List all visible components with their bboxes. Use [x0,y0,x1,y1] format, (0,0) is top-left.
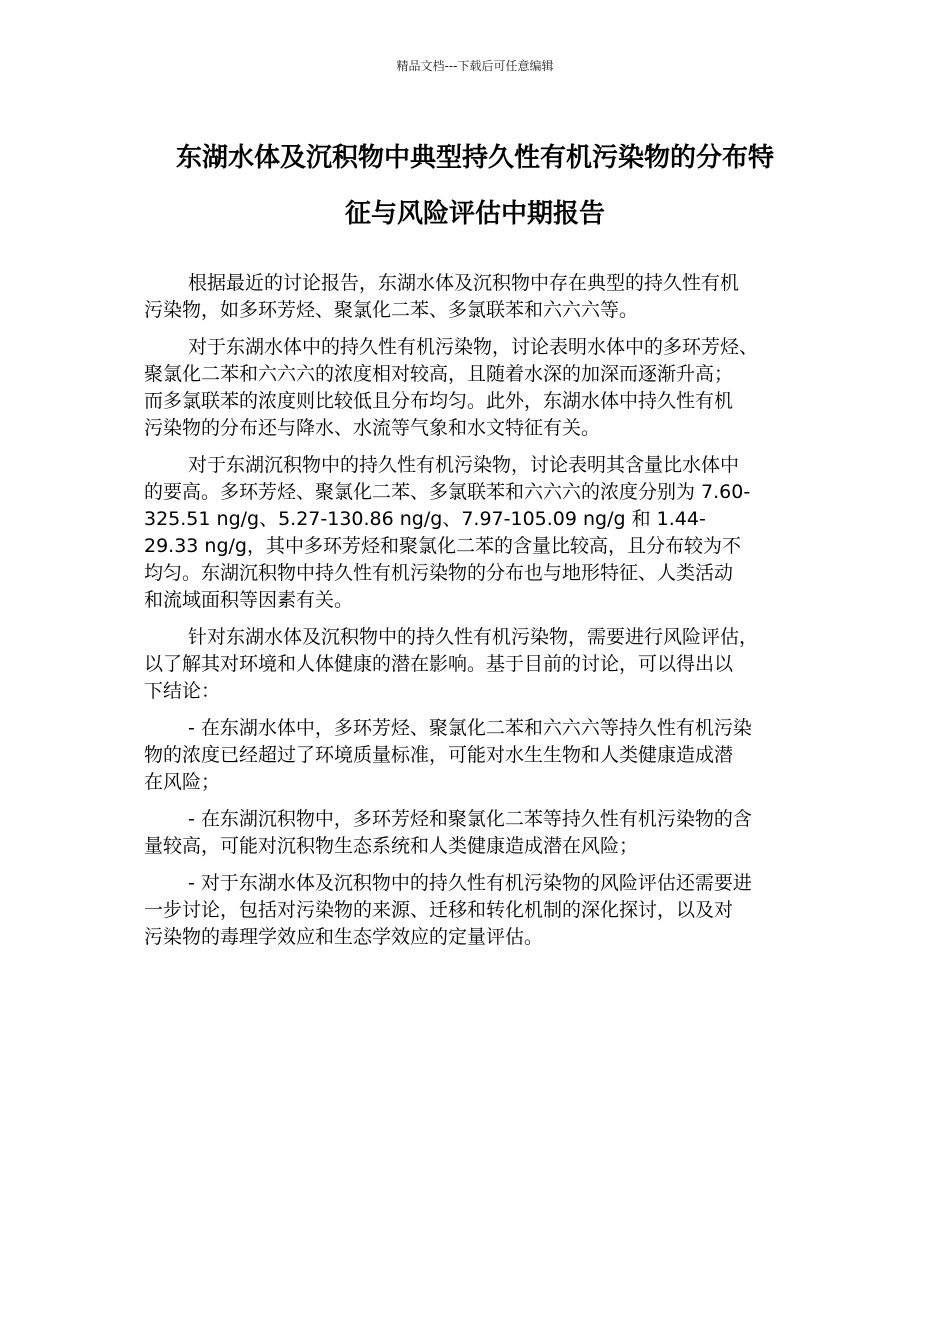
title-line: 东湖水体及沉积物中典型持久性有机污染物的分布特 [175,143,774,173]
paragraph-line: - 在东湖沉积物中，多环芳烃和聚氯化二苯等持久性有机污染物的含 [188,808,752,830]
paragraph-sediment [144,452,808,614]
paragraph-line: 聚氯化二苯和六六六的浓度相对较高，且随着水深的加深而逐渐升高； [144,363,734,385]
paragraph-line: 的要高。多环芳烃、聚氯化二苯、多氯联苯和六六六的浓度分别为 7.60- [144,481,751,503]
paragraph-line: 325.51 ng/g、5.27-130.86 ng/g、7.97-105.09 ng/g 和 1.44- [144,508,706,530]
header-note: 精品文档---下载后可任意编辑 [396,59,554,73]
conclusion-item-water [144,715,808,796]
title-line: 征与风险评估中期报告 [344,199,605,229]
paragraph-line: 29.33 ng/g，其中多环芳烃和聚氯化二苯的含量比较高，且分布较为不 [144,535,741,557]
conclusion-item-sediment [144,806,808,860]
paragraph-line: 污染物的毒理学效应和生态学效应的定量评估。 [144,926,544,948]
document-title [140,130,810,242]
paragraph-line: - 在东湖水体中，多环芳烃、聚氯化二苯和六六六等持久性有机污染 [188,717,752,739]
paragraph-line: 针对东湖水体及沉积物中的持久性有机污染物，需要进行风险评估， [188,626,759,648]
paragraph-line: 量较高，可能对沉积物生态系统和人类健康造成潜在风险； [144,835,639,857]
paragraph-line: 均匀。东湖沉积物中持久性有机污染物的分布也与地形特征、人类活动 [144,562,734,584]
conclusion-item-further-study [144,870,808,951]
paragraph-intro [144,270,808,324]
paragraph-line: 下结论： [144,680,221,702]
paragraph-line: 根据最近的讨论报告，东湖水体及沉积物中存在典型的持久性有机 [188,272,740,294]
paragraph-line: 对于东湖水体中的持久性有机污染物，讨论表明水体中的多环芳烃、 [188,336,759,358]
paragraph-line: 物的浓度已经超过了环境质量标准，可能对水生生物和人类健康造成潜 [144,744,734,766]
paragraph-line: 以了解其对环境和人体健康的潜在影响。基于目前的讨论，可以得出以 [144,653,734,675]
paragraph-line: 和流域面积等因素有关。 [144,589,354,611]
paragraph-line: - 对于东湖水体及沉积物中的持久性有机污染物的风险评估还需要进 [188,872,752,894]
paragraph-line: 一步讨论，包括对污染物的来源、迁移和转化机制的深化探讨，以及对 [144,899,734,921]
paragraph-line: 污染物的分布还与降水、水流等气象和水文特征有关。 [144,417,601,439]
paragraph-line: 对于东湖沉积物中的持久性有机污染物，讨论表明其含量比水体中 [188,454,740,476]
paragraph-line: 而多氯联苯的浓度则比较低且分布均匀。此外，东湖水体中持久性有机 [144,390,734,412]
document-body [144,270,808,961]
paragraph-water [144,334,808,442]
paragraph-risk [144,624,808,705]
paragraph-line: 在风险； [144,771,221,793]
paragraph-line: 污染物，如多环芳烃、聚氯化二苯、多氯联苯和六六六等。 [144,299,639,321]
